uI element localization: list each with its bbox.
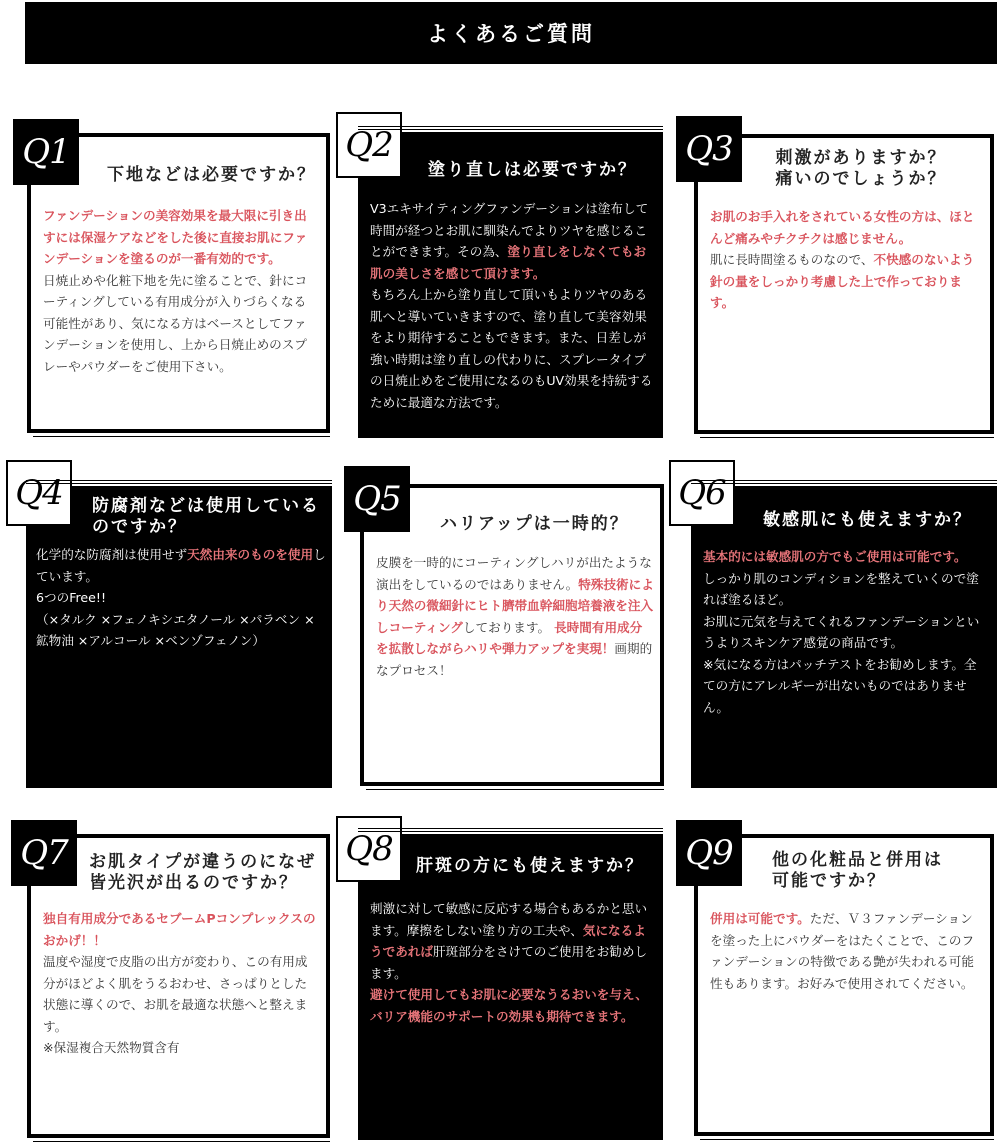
q3-body bbox=[710, 206, 980, 314]
q7-title bbox=[89, 852, 329, 894]
faq-card-q7 bbox=[20, 833, 330, 1138]
q8-title: 肝斑の方にも使えますか？ bbox=[416, 856, 644, 876]
q5-body bbox=[376, 552, 654, 681]
q1-body-text: 日焼止めや化粧下地を先に塗ることで、針にコーティングしている有用成分が入りづらくなる可能性があり、気になる方はベースとしてファンデーションを使用し、上から日焼止めのスプレーやパウダーをご使用下さい。 bbox=[43, 272, 308, 374]
q5-title: ハリアップは一時的？ bbox=[440, 514, 629, 534]
faq-card-q3 bbox=[685, 129, 994, 434]
q6-badge: Q6 bbox=[669, 460, 735, 526]
faq-card-q6 bbox=[678, 473, 997, 788]
q2-body-text-1: V3エキサイティングファンデーションは塗布して時間が経つとお肌に馴染んでよりツヤを感じることができます。その為、 bbox=[370, 201, 649, 259]
q2-badge: Q2 bbox=[336, 112, 402, 178]
q7-body-highlight: 独自有用成分であるセブームPコンプレックスのおかげ！！ bbox=[43, 911, 316, 948]
q8-body-highlight: 気になるようであれば bbox=[370, 922, 646, 959]
q7-title-line-1: お肌タイプが違うのになぜ bbox=[89, 852, 317, 872]
faq-banner: よくあるご質問 bbox=[25, 2, 997, 64]
q6-body bbox=[703, 546, 987, 718]
q4-body bbox=[36, 544, 326, 652]
q1-body-highlight: ファンデーションの美容効果を最大限に引き出すには保湿ケアなどをした後に直接お肌にファンデーションを塗るのが一番有効的です。 bbox=[43, 208, 308, 266]
q2-body-highlight: 塗り直しをしなくてもお肌の美しさを感じて頂けます。 bbox=[370, 244, 647, 281]
q2-title: 塗り直しは必要ですか？ bbox=[428, 160, 637, 180]
q8-body-text-1: 刺激に対して敏感に反応する場合もあるかと思います。摩擦をしない塗り方の工夫や、 bbox=[370, 901, 648, 938]
q9-title-line-1: 他の化粧品と併用は bbox=[772, 850, 943, 870]
q3-title-line-2: 痛いのでしょうか？ bbox=[775, 169, 947, 189]
q3-body-highlight: お肌のお手入れをされている女性の方は、ほとんど痛みやチクチクは感じません。 bbox=[710, 209, 975, 246]
q3-body-text: 肌に長時間塗るものなので、 bbox=[710, 252, 874, 267]
q8-badge: Q8 bbox=[336, 816, 402, 882]
q6-title: 敏感肌にも使えますか？ bbox=[763, 510, 972, 530]
q5-body-highlight-2: 長時間有用成分を拡散しながらハリや弾力アップを実現！ bbox=[376, 619, 643, 656]
q1-body bbox=[43, 205, 313, 377]
q5-body-text-3: 画期的なプロセス！ bbox=[376, 641, 653, 678]
faq-card-q8 bbox=[345, 829, 663, 1140]
q6-body-text-3: ※気になる方はパッチテストをお勧めします。全ての方にアレルギーが出ないものではありません。 bbox=[703, 656, 977, 715]
faq-card-q4 bbox=[15, 473, 332, 788]
q3-title-line-1: 刺激がありますか？ bbox=[775, 148, 947, 168]
faq-card-q2 bbox=[345, 125, 663, 438]
q8-body-text-2: 肝斑部分をさけてのご使用をお勧めします。 bbox=[370, 944, 648, 981]
q5-body-text-1: 皮膜を一時的にコーティングしハリが出たような演出をしているのではありません。 bbox=[376, 555, 652, 592]
q7-badge: Q7 bbox=[11, 820, 77, 886]
q6-body-text-1: しっかり肌のコンディションを整えていくので塗れば塗るほど。 bbox=[703, 570, 979, 607]
q7-body bbox=[43, 908, 317, 1059]
q9-title-line-2: 可能ですか？ bbox=[772, 871, 886, 891]
faq-card-q5 bbox=[353, 479, 664, 786]
q4-free-list: （×タルク ×フェノキシエタノール ×パラベン ×鉱物油 ×アルコール ×ベンゾフェノン） bbox=[36, 611, 315, 648]
q5-badge: Q5 bbox=[344, 466, 410, 532]
q9-body-text: ただ、Ｖ３ファンデーションを塗った上にパウダーをはたくことで、このファンデーションの特徴である艶が失われる可能性もあります。お好みで使用されてください。 bbox=[710, 911, 975, 991]
q9-badge: Q9 bbox=[676, 820, 742, 886]
q9-title bbox=[772, 850, 972, 892]
q9-body-highlight: 併用は可能です。 bbox=[710, 911, 810, 926]
q1-title: 下地などは必要ですか？ bbox=[107, 165, 316, 185]
q4-title-line-1: 防腐剤などは使用している bbox=[92, 496, 320, 516]
q2-body bbox=[370, 198, 654, 413]
q6-body-text-2: お肌に元気を与えてくれるファンデーションというよりスキンケア感覚の商品です。 bbox=[703, 613, 980, 650]
q1-badge: Q1 bbox=[13, 119, 79, 185]
q7-note: ※保湿複合天然物質含有 bbox=[43, 1040, 180, 1055]
q5-body-highlight: 特殊技術により天然の微細針にヒト臍帯血幹細胞培養液を注入しコーティング bbox=[376, 576, 654, 635]
q4-free-label: 6つのFree!! bbox=[36, 590, 107, 605]
q4-body-highlight: 天然由来のものを使用 bbox=[187, 547, 314, 562]
faq-card-q1 bbox=[22, 132, 330, 433]
q4-body-text-1: 化学的な防腐剤は使用せず bbox=[36, 547, 188, 562]
q4-body-text-2: しています。 bbox=[36, 547, 326, 584]
q2-body-text-2: もちろん上から塗り直して頂いもよりツヤのある肌へと導いていきますので、塗り直して美容効果をより期待することもできます。また、日差しが強い時期は塗り直しの代わりに、スプレータイプの日焼止めをご使用になるのもUV効果を持続するために最適な方法です。 bbox=[370, 287, 653, 410]
q3-title bbox=[766, 148, 956, 190]
q7-title-line-2: 皆光沢が出るのですか？ bbox=[89, 873, 298, 893]
q6-body-highlight: 基本的には敏感肌の方でもご使用は可能です。 bbox=[703, 549, 967, 564]
q4-title-line-2: のですか？ bbox=[92, 517, 187, 537]
q7-body-text: 温度や湿度で皮脂の出方が変わり、この有用成分がほどよく肌をうるおわせ、さっぱりとした状態に導くので、お肌を最適な状態へと整えます。 bbox=[43, 954, 308, 1034]
q5-body-text-2: しております。 bbox=[462, 619, 551, 635]
q3-body-highlight-2: 不快感のないよう針の量をしっかり考慮した上で作っております。 bbox=[710, 252, 975, 310]
faq-card-q9 bbox=[685, 833, 994, 1136]
q4-title bbox=[92, 496, 328, 538]
q8-body-highlight-2: 避けて使用してもお肌に必要なうるおいを与え、バリア機能のサポートの効果も期待できます。 bbox=[370, 987, 648, 1024]
q3-badge: Q3 bbox=[676, 116, 742, 182]
q9-body bbox=[710, 908, 980, 994]
q8-body bbox=[370, 898, 654, 1027]
q4-badge: Q4 bbox=[6, 460, 72, 526]
